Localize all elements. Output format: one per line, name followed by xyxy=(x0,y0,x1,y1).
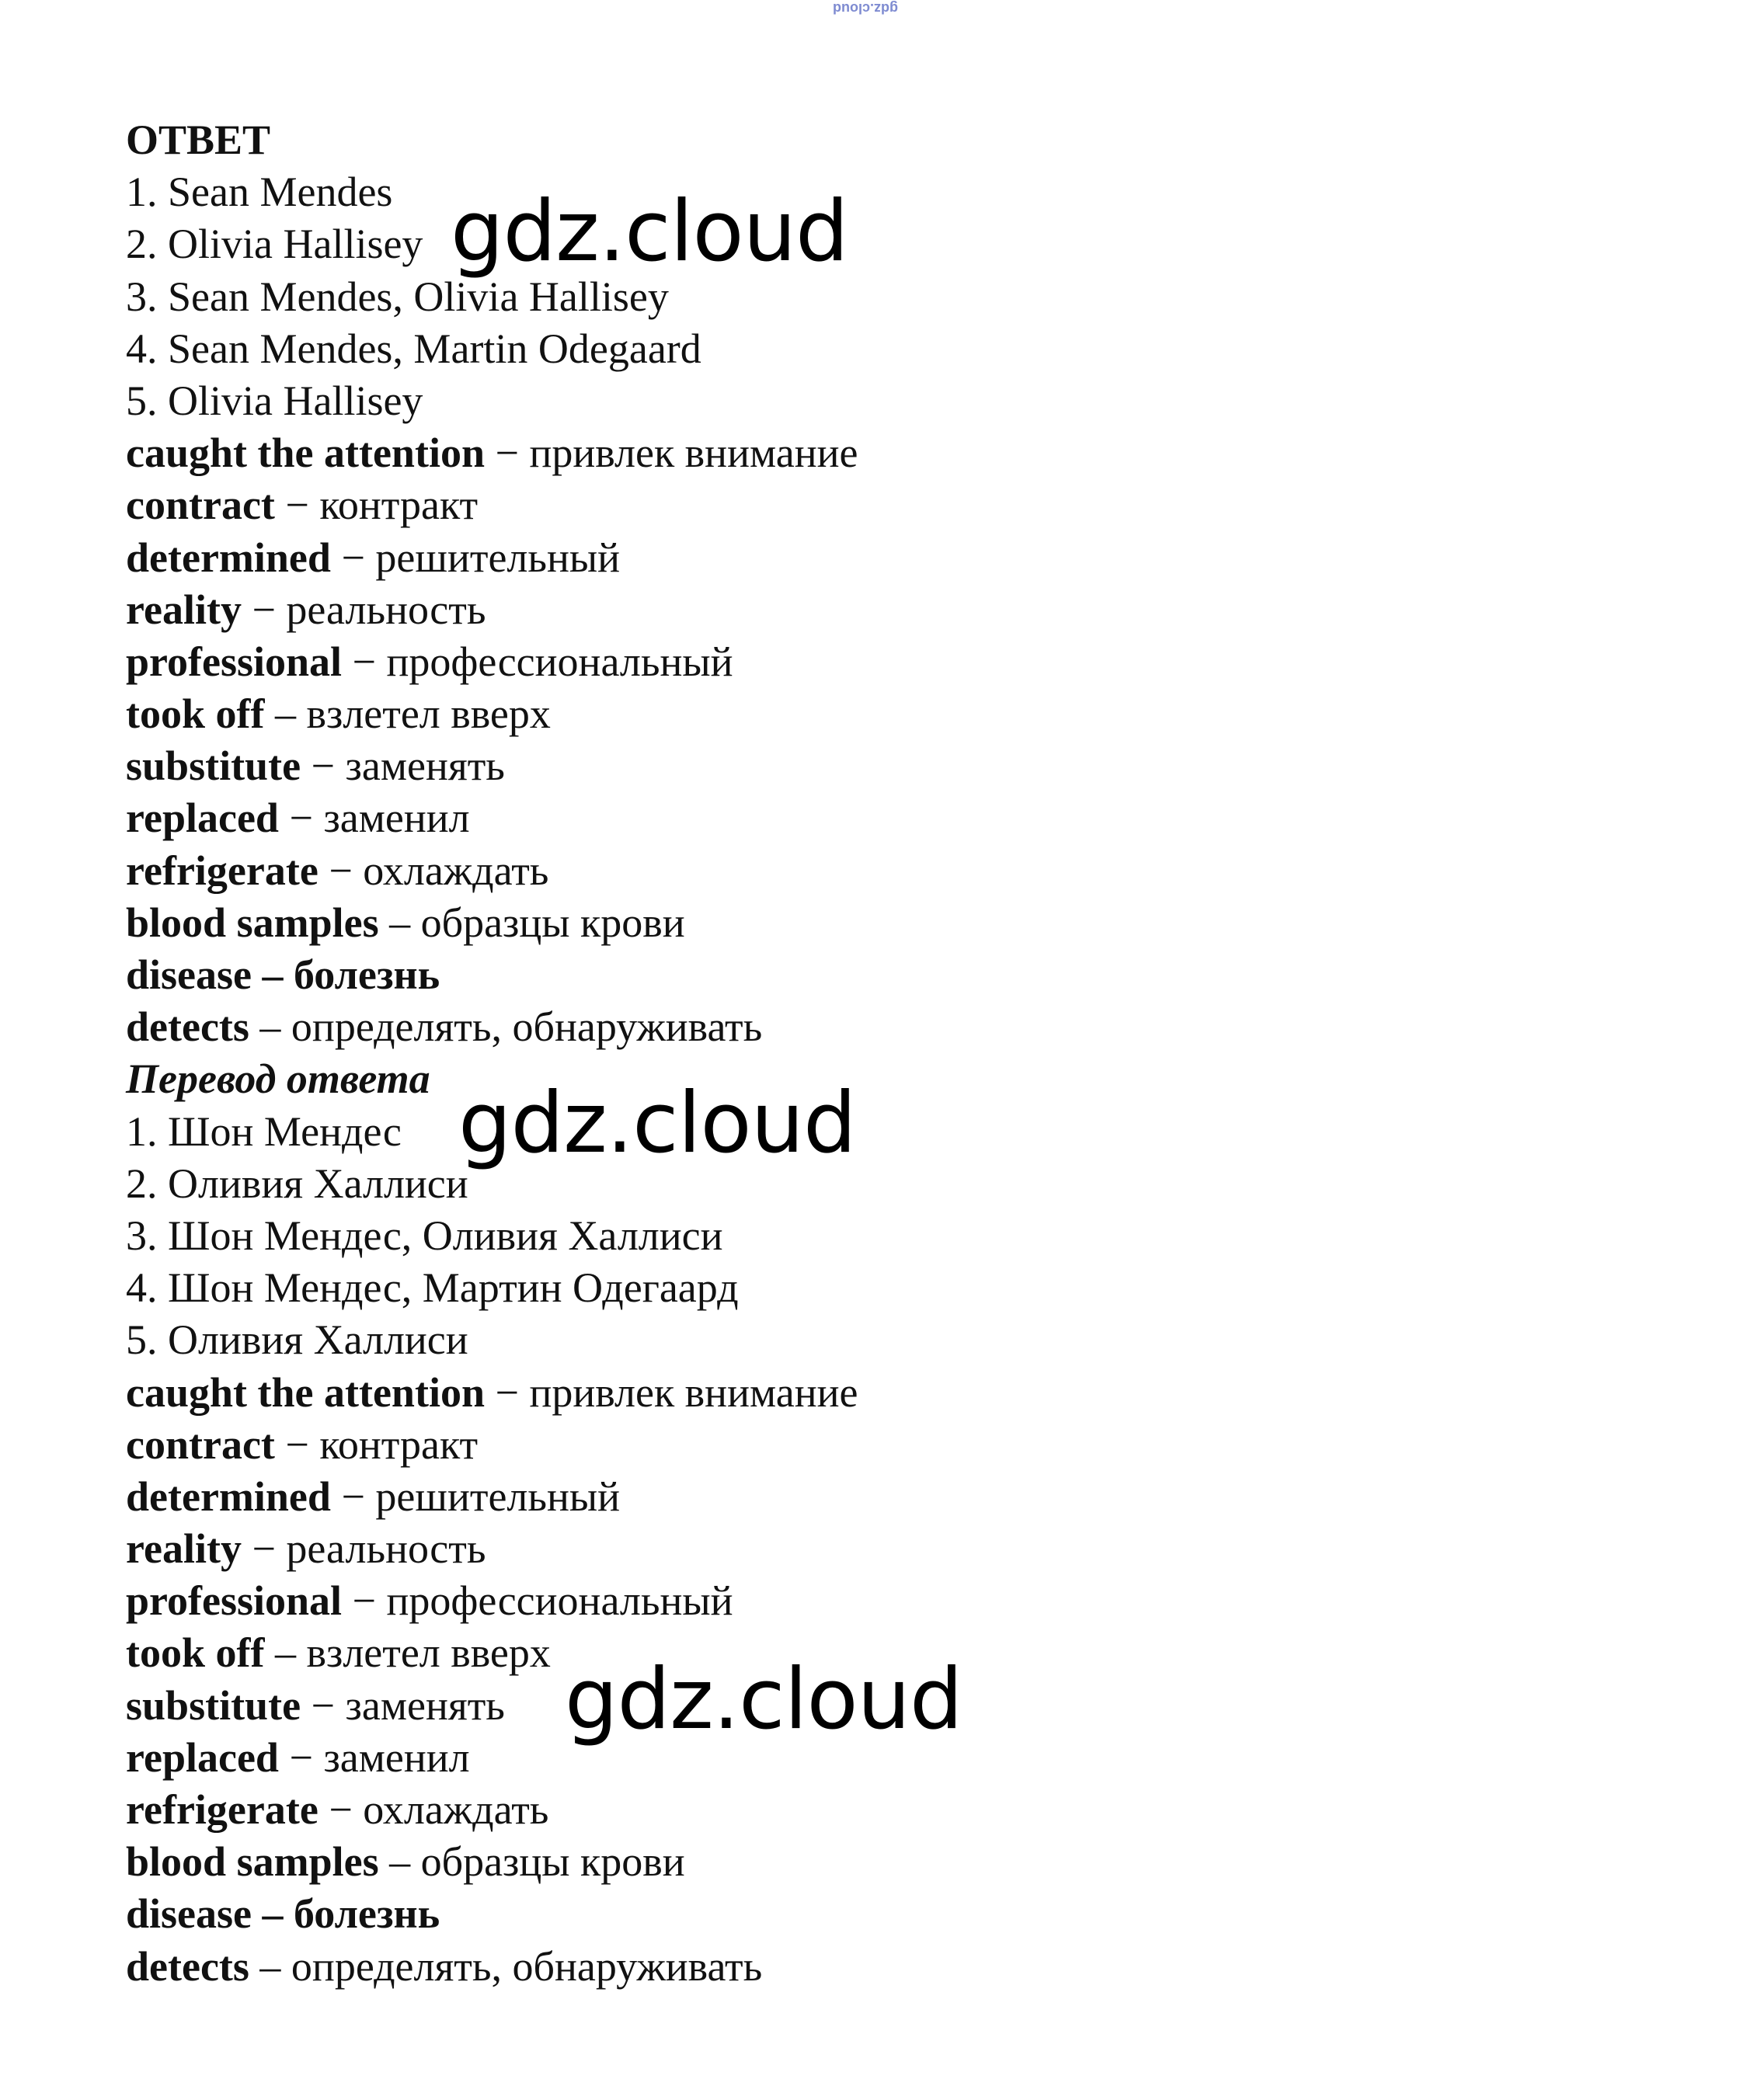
vocab-sep: – xyxy=(264,1629,307,1677)
vocab-sep: − xyxy=(330,534,376,581)
vocab-item xyxy=(126,584,858,636)
vocab-meaning: заменил xyxy=(323,794,470,842)
vocab-term: detects xyxy=(126,1942,249,1990)
vocab-sep: − xyxy=(484,429,530,477)
vocab-sep: − xyxy=(342,1577,387,1625)
translation-item: 1. Шон Мендес xyxy=(126,1107,402,1155)
vocab-meaning: образцы крови xyxy=(420,1838,685,1886)
vocab-sep: – xyxy=(264,690,307,738)
vocab-meaning: заменять xyxy=(345,742,505,790)
vocab-term: refrigerate xyxy=(126,847,319,894)
vocab-sep: − xyxy=(318,847,364,894)
vocab-meaning: решительный xyxy=(375,1472,621,1520)
vocab-item xyxy=(126,532,858,584)
vocab-term: detects xyxy=(126,1003,249,1051)
vocab-term: determined xyxy=(126,534,331,581)
watermark: gdz.cloud xyxy=(458,1075,856,1172)
vocab-meaning: заменил xyxy=(323,1733,470,1781)
vocab-term: determined xyxy=(126,1472,331,1520)
vocab-meaning: образцы крови xyxy=(420,899,685,946)
vocab-term: caught the attention xyxy=(126,1368,485,1416)
vocab-term: blood samples xyxy=(126,899,379,946)
vocab-sep: − xyxy=(318,1786,364,1833)
vocab-item xyxy=(126,897,858,949)
vocab-term: substitute xyxy=(126,742,301,790)
translation-item: 5. Оливия Халлиси xyxy=(126,1316,468,1364)
vocab-sep: − xyxy=(278,794,324,842)
vocab-sep: – xyxy=(378,1838,421,1886)
vocab-term: replaced xyxy=(126,1733,279,1781)
vocab-meaning: заменять xyxy=(345,1681,505,1729)
vocab-meaning: контракт xyxy=(319,482,479,529)
vocab-term: caught the attention xyxy=(126,429,485,477)
vocab-meaning: привлек внимание xyxy=(529,1368,858,1416)
vocab-term: reality xyxy=(126,1525,242,1573)
answer-item: 2. Olivia Hallisey xyxy=(126,221,423,268)
vocab-sep: − xyxy=(274,1420,320,1468)
vocab-sep: − xyxy=(241,1525,287,1573)
vocab-item xyxy=(126,1367,858,1419)
vocab-meaning: охлаждать xyxy=(363,1786,549,1833)
vocab-item xyxy=(126,1836,858,1888)
translation-item: 2. Оливия Халлиси xyxy=(126,1160,468,1207)
vocab-item xyxy=(126,792,858,844)
vocab-meaning: реальность xyxy=(286,1525,486,1573)
vocab-term: contract xyxy=(126,482,275,529)
vocab-item xyxy=(126,1888,858,1940)
vocab-item xyxy=(126,1784,858,1836)
vocab-meaning: определять, обнаруживать xyxy=(291,1003,763,1051)
vocab-item xyxy=(126,1941,858,1993)
vocab-term: disease – болезнь xyxy=(126,1890,440,1938)
vocab-item xyxy=(126,845,858,897)
vocab-term: professional xyxy=(126,638,343,685)
vocab-meaning: контракт xyxy=(319,1420,479,1468)
vocab-meaning: решительный xyxy=(375,534,621,581)
vocab-term: disease – болезнь xyxy=(126,951,440,998)
vocab-item xyxy=(126,427,858,479)
translation-item: 4. Шон Мендес, Мартин Одегаард xyxy=(126,1264,739,1312)
answer-item: 3. Sean Mendes, Olivia Hallisey xyxy=(126,273,669,320)
watermark: gdz.cloud xyxy=(451,183,848,280)
answer-item: 4. Sean Mendes, Martin Odegaard xyxy=(126,325,701,372)
vocab-term: contract xyxy=(126,1420,275,1468)
vocab-sep: − xyxy=(241,586,287,633)
vocab-item xyxy=(126,1419,858,1471)
vocab-sep: − xyxy=(274,482,320,529)
vocab-meaning: взлетел вверх xyxy=(306,1629,551,1677)
vocab-sep: − xyxy=(278,1733,324,1781)
vocab-sep: – xyxy=(249,1942,291,1990)
vocab-sep: − xyxy=(301,1681,346,1729)
answer-item: 5. Olivia Hallisey xyxy=(126,377,423,424)
vocab-list-1 xyxy=(126,427,858,1053)
translation-heading: Перевод ответа xyxy=(126,1055,430,1103)
translation-item: 3. Шон Мендес, Оливия Халлиси xyxy=(126,1212,723,1259)
vocab-meaning: привлек внимание xyxy=(529,429,858,477)
vocab-term: took off xyxy=(126,1629,265,1677)
vocab-sep: – xyxy=(249,1003,291,1051)
vocab-term: took off xyxy=(126,690,265,738)
answer-item: 1. Sean Mendes xyxy=(126,169,393,216)
vocab-term: replaced xyxy=(126,794,279,842)
vocab-item xyxy=(126,1001,858,1053)
vocab-item xyxy=(126,1471,858,1523)
vocab-meaning: определять, обнаруживать xyxy=(291,1942,763,1990)
vocab-item xyxy=(126,688,858,740)
vocab-item xyxy=(126,479,858,531)
vocab-sep: – xyxy=(378,899,421,946)
vocab-meaning: профессиональный xyxy=(386,638,733,685)
vocab-sep: − xyxy=(330,1472,376,1520)
vocab-meaning: взлетел вверх xyxy=(306,690,551,738)
vocab-meaning: реальность xyxy=(286,586,486,633)
vocab-item xyxy=(126,636,858,688)
vocab-sep: − xyxy=(301,742,346,790)
vocab-term: reality xyxy=(126,586,242,633)
watermark: gdz.cloud xyxy=(565,1651,962,1748)
vocab-sep: − xyxy=(342,638,387,685)
vocab-term: professional xyxy=(126,1577,343,1625)
vocab-item xyxy=(126,949,858,1001)
vocab-meaning: охлаждать xyxy=(363,847,549,894)
answer-heading: ОТВЕТ xyxy=(126,116,271,163)
vocab-term: substitute xyxy=(126,1681,301,1729)
vocab-term: refrigerate xyxy=(126,1786,319,1833)
vocab-item xyxy=(126,1575,858,1627)
vocab-item xyxy=(126,1523,858,1575)
vocab-meaning: профессиональный xyxy=(386,1577,733,1625)
vocab-sep: − xyxy=(484,1368,530,1416)
top-watermark: gdz.cloud xyxy=(833,1,898,16)
vocab-item xyxy=(126,740,858,792)
vocab-term: blood samples xyxy=(126,1838,379,1886)
